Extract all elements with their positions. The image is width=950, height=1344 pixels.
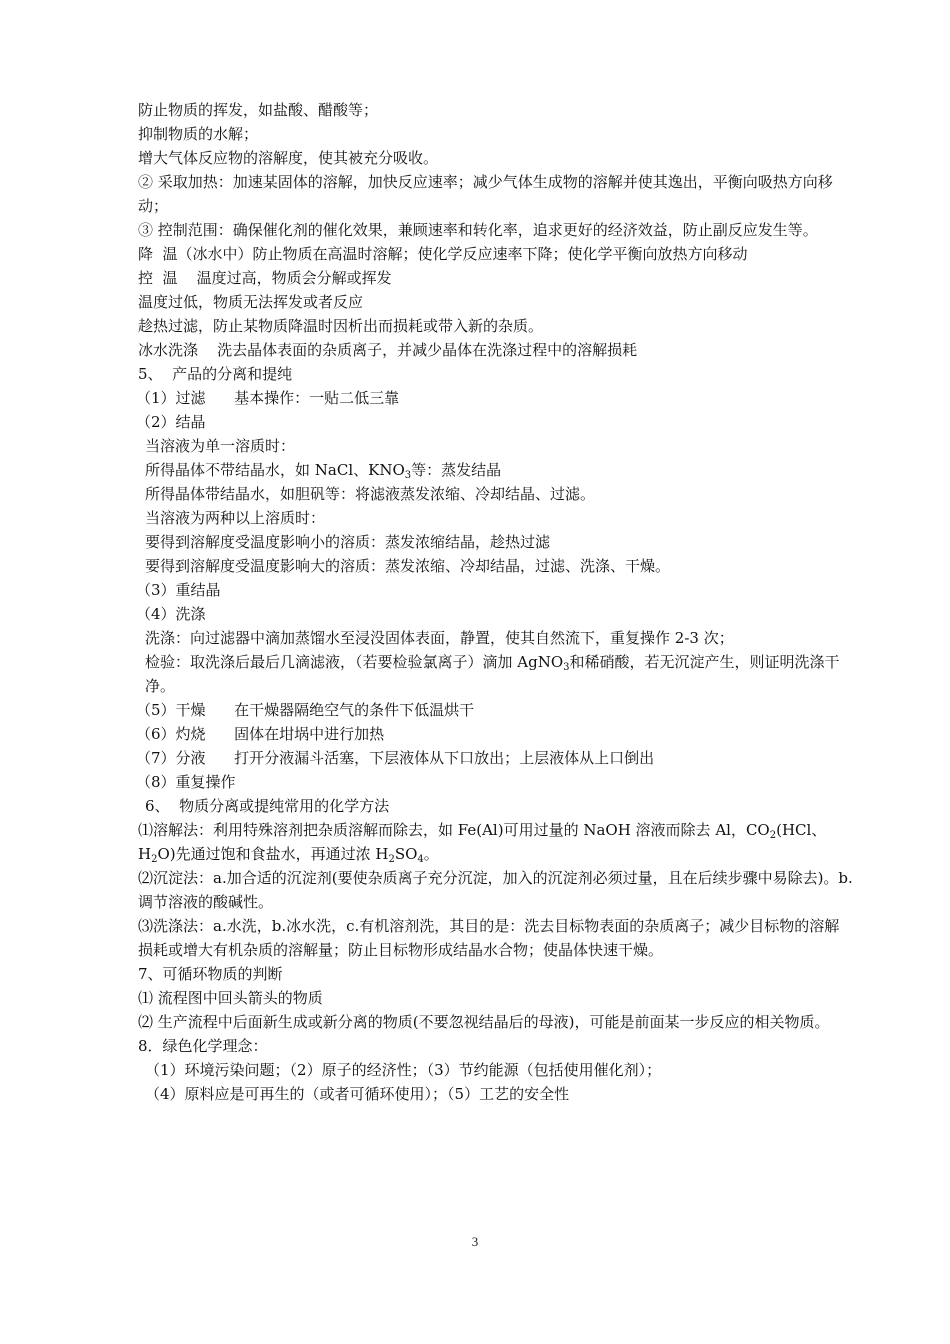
text-line: 冰水洗涤 洗去晶体表面的杂质离子，并减少晶体在洗涤过程中的溶解损耗 xyxy=(138,341,638,359)
list-item: （2）结晶 xyxy=(136,413,206,431)
list-item: （5）干燥 在干燥器隔绝空气的条件下低温烘干 xyxy=(136,701,475,719)
text-paragraph: ⑵沉淀法：a.加合适的沉淀剂(要使杂质离子充分沉淀，加入的沉淀剂必须过量，且在后续步骤中易除去)。b.调节溶液的酸碱性。 xyxy=(138,869,853,911)
list-item: （3）重结晶 xyxy=(136,581,221,599)
text-run: (HCl、H xyxy=(138,821,827,863)
list-item: ⑴ 流程图中回头箭头的物质 xyxy=(138,989,323,1007)
subscript: 2 xyxy=(388,854,395,865)
text-run: 等：蒸发结晶 xyxy=(411,461,502,479)
list-item: （4）洗涤 xyxy=(136,605,206,623)
text-line: （1）环境污染问题；（2）原子的经济性；（3）节约能源（包括使用催化剂）； xyxy=(145,1061,662,1079)
text-run: ⑴溶解法：利用特殊溶剂把杂质溶解而除去，如 Fe(Al)可用过量的 NaOH 溶液而除去 Al，CO xyxy=(138,821,770,839)
document-body xyxy=(138,98,854,1106)
subscript: 3 xyxy=(563,662,570,673)
text-run: 检验：取洗涤后最后几滴滤液，（若要检验氯离子）滴加 AgNO xyxy=(145,653,564,671)
text-run: O)先通过饱和食盐水，再通过浓 H xyxy=(157,845,389,863)
text-line: 抑制物质的水解； xyxy=(138,125,259,143)
text-line: 所得晶体带结晶水，如胆矾等：将滤液蒸发浓缩、冷却结晶、过滤。 xyxy=(145,485,596,503)
text-paragraph: ⑶洗涤法：a.水洗，b.冰水洗，c.有机溶剂洗，其目的是：洗去目标物表面的杂质离子；减少目标物的溶解损耗或增大有机杂质的溶解量；防止目标物形成结晶水合物；使晶体快速干燥。 xyxy=(138,917,840,959)
section-heading: 8．绿色化学理念： xyxy=(138,1037,268,1055)
text-run: 和稀硝酸，若无沉淀产生，则证明洗涤干净。 xyxy=(145,653,840,695)
section-heading: 5、 产品的分离和提纯 xyxy=(138,365,293,383)
list-item: （7）分液 打开分液漏斗活塞，下层液体从下口放出；上层液体从上口倒出 xyxy=(136,749,655,767)
section-heading: 6、 物质分离或提纯常用的化学方法 xyxy=(145,797,390,815)
text-line: 防止物质的挥发，如盐酸、醋酸等； xyxy=(138,101,379,119)
text-line xyxy=(138,458,854,482)
text-paragraph xyxy=(138,818,854,866)
text-paragraph: ② 采取加热：加速某固体的溶解，加快反应速率；减少气体生成物的溶解并使其逸出，平衡向吸热方向移动； xyxy=(138,173,833,215)
section-heading: 7、可循环物质的判断 xyxy=(138,965,283,983)
text-line: （4）原料应是可再生的（或者可循环使用）；（5）工艺的安全性 xyxy=(145,1085,570,1103)
text-line: 当溶液为两种以上溶质时： xyxy=(145,509,326,527)
list-item: （6）灼烧 固体在坩埚中进行加热 xyxy=(136,725,385,743)
subscript: 2 xyxy=(151,854,158,865)
text-run: 所得晶体不带结晶水，如 NaCl、KNO xyxy=(145,461,405,479)
list-item: （8）重复操作 xyxy=(136,773,236,791)
text-line: 洗涤：向过滤器中滴加蒸馏水至浸没固体表面，静置，使其自然流下，重复操作 2-3 次； xyxy=(145,629,734,647)
text-line: 趁热过滤，防止某物质降温时因析出而损耗或带入新的杂质。 xyxy=(138,317,544,335)
text-run: SO xyxy=(394,845,418,863)
text-line: 降 温（冰水中）防止物质在高温时溶解；使化学反应速率下降；使化学平衡向放热方向移动 xyxy=(138,245,748,263)
text-line: 控 温 温度过高，物质会分解或挥发 xyxy=(138,269,392,287)
text-line: 要得到溶解度受温度影响大的溶质：蒸发浓缩、冷却结晶，过滤、洗涤、干燥。 xyxy=(145,557,671,575)
subscript: 4 xyxy=(417,854,424,865)
text-paragraph: ③ 控制范围：确保催化剂的催化效果，兼顾速率和转化率，追求更好的经济效益，防止副反应发生等。 xyxy=(138,221,818,239)
text-paragraph xyxy=(138,650,854,698)
text-line: 要得到溶解度受温度影响小的溶质：蒸发浓缩结晶，趁热过滤 xyxy=(145,533,551,551)
subscript: 2 xyxy=(769,830,777,841)
text-paragraph: ⑵ 生产流程中后面新生成或新分离的物质(不要忽视结晶后的母液)，可能是前面某一步反应的相关物质。 xyxy=(138,1013,830,1031)
text-line: 温度过低，物质无法挥发或者反应 xyxy=(138,293,364,311)
text-run: 。 xyxy=(423,845,439,863)
page-number: 3 xyxy=(471,1234,479,1249)
text-line: 增大气体反应物的溶解度，使其被充分吸收。 xyxy=(138,149,439,167)
text-line: 当溶液为单一溶质时： xyxy=(145,437,296,455)
list-item: （1）过滤 基本操作：一贴二低三靠 xyxy=(136,389,400,407)
subscript: 3 xyxy=(404,470,412,481)
